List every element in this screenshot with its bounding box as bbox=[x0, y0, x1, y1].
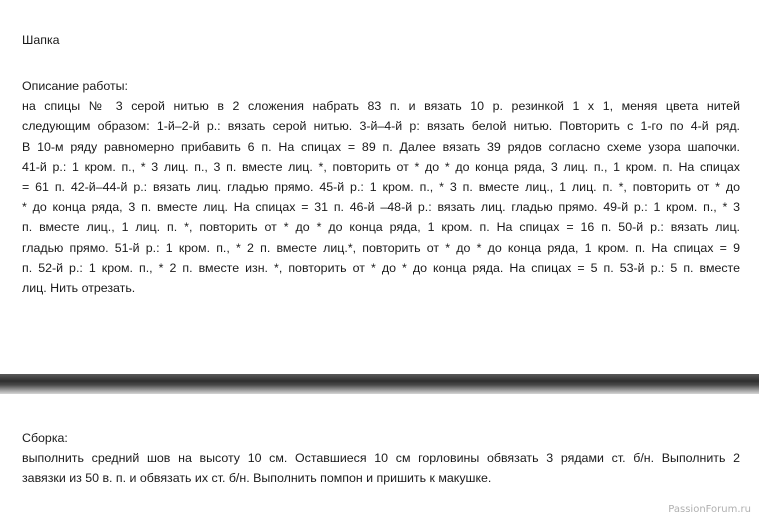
description-line: п. вместе лиц., 1 лиц. п. *, повторить от * до * до конца ряда, 1 кром. п. На спицах = 16 п. 50-й р.: вязать лиц. bbox=[22, 220, 740, 235]
page-title bbox=[22, 30, 740, 50]
description-line: следующим образом: 1-й–2-й р.: вязать серой нитью. 3-й–4-й р: вязать белой нитью. Повторить с 1-го по 4-й ряд. bbox=[22, 119, 740, 134]
assembly-section bbox=[22, 428, 740, 489]
description-heading: Описание работы: bbox=[22, 79, 128, 93]
section-divider bbox=[0, 374, 759, 394]
assembly-line: завязки из 50 в. п. и обвязать их ст. б/н. Выполнить помпон и пришить к макушке. bbox=[22, 471, 492, 486]
description-section bbox=[22, 76, 740, 298]
assembly-heading: Сборка: bbox=[22, 431, 68, 445]
title-text: Шапка bbox=[22, 33, 60, 47]
description-line: на спицы № 3 серой нитью в 2 сложения набрать 83 п. и вязать 10 р. резинкой 1 х 1, меняя цвета нитей bbox=[22, 99, 740, 114]
description-line: В 10-м ряду равномерно прибавить 6 п. На спицах = 89 п. Далее вязать 39 рядов согласно схеме узора шапочки. bbox=[22, 139, 740, 154]
assembly-line: выполнить средний шов на высоту 10 см. Оставшиеся 10 см горловины обвязать 3 рядами ст. б/н. Выполнить 2 bbox=[22, 451, 740, 466]
description-line: = 61 п. 42-й–44-й р.: вязать лиц. гладью прямо. 45-й р.: 1 кром. п., * 3 п. вместе лиц., 1 лиц. п. *, повторить от * до bbox=[22, 179, 740, 194]
description-line: п. 52-й р.: 1 кром. п., * 2 п. вместе изн. *, повторить от * до * до конца ряда. На спицах = 5 п. 53-й р.: 5 п. вместе bbox=[22, 260, 740, 275]
description-line: * до конца ряда, 3 п. вместе лиц. На спицах = 31 п. 46-й –48-й р.: вязать лиц. гладью прямо. 49-й р.: 1 кром. п., * 3 bbox=[22, 200, 740, 215]
description-line: 41-й р.: 1 кром. п., * 3 лиц. п., 3 п. вместе лиц. *, повторить от * до * до конца ряда, 3 лиц. п., 1 кром. п. На спицах bbox=[22, 159, 740, 174]
description-line: лиц. Нить отрезать. bbox=[22, 280, 136, 295]
watermark: PassionForum.ru bbox=[668, 504, 751, 515]
description-line: гладью прямо. 51-й р.: 1 кром. п., * 2 п. вместе лиц.*, повторить от * до * до конца ряда, 1 кром. п. На спицах = 9 bbox=[22, 240, 740, 255]
